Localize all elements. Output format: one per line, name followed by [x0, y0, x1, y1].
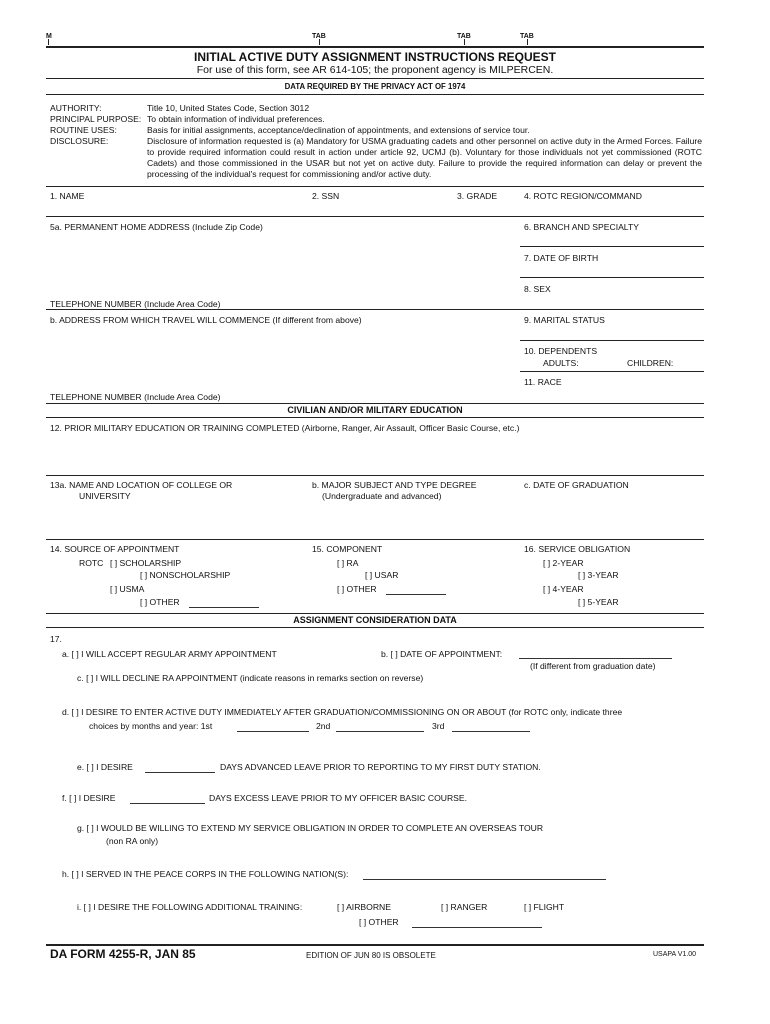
telephone-field-2[interactable]: TELEPHONE NUMBER (Include Area Code)	[50, 392, 221, 402]
rule	[46, 539, 704, 540]
m-mark: M	[46, 33, 52, 40]
rule	[46, 475, 704, 476]
version-label: USAPA V1.00	[653, 951, 697, 958]
rotc-label: ROTC	[79, 558, 104, 568]
top-rule	[46, 46, 704, 48]
item-17-label: 17.	[50, 634, 62, 644]
travel-address-field[interactable]: b. ADDRESS FROM WHICH TRAVEL WILL COMMENCE (If different from above)	[50, 315, 362, 325]
other-training-checkbox[interactable]: [ ] OTHER	[359, 917, 399, 927]
obligation-label: 16. SERVICE OBLIGATION	[524, 544, 631, 554]
college-label-2: UNIVERSITY	[79, 491, 131, 501]
nonscholarship-checkbox[interactable]: [ ] NONSCHOLARSHIP	[140, 570, 231, 580]
component-label: 15. COMPONENT	[312, 544, 383, 554]
children-label: CHILDREN:	[627, 358, 674, 368]
choice-3-blank[interactable]	[452, 731, 530, 732]
usma-checkbox[interactable]: [ ] USMA	[110, 584, 145, 594]
home-address-field[interactable]: 5a. PERMANENT HOME ADDRESS (Include Zip Code)	[50, 222, 263, 232]
excess-leave-text: DAYS EXCESS LEAVE PRIOR TO MY OFFICER BASIC COURSE.	[209, 793, 468, 803]
other-source-checkbox[interactable]: [ ] OTHER	[140, 597, 180, 607]
major-label[interactable]: b. MAJOR SUBJECT AND TYPE DEGREE	[312, 480, 477, 490]
marital-field[interactable]: 9. MARITAL STATUS	[524, 315, 605, 325]
flight-checkbox[interactable]: [ ] FLIGHT	[524, 902, 565, 912]
m-tick	[48, 39, 49, 45]
choice-3-label: 3rd	[432, 721, 445, 731]
usar-checkbox[interactable]: [ ] USAR	[365, 570, 399, 580]
rotc-region-field[interactable]: 4. ROTC REGION/COMMAND	[524, 191, 642, 201]
accept-ra-checkbox[interactable]: a. [ ] I WILL ACCEPT REGULAR ARMY APPOINTMENT	[62, 649, 277, 659]
ssn-field[interactable]: 2. SSN	[312, 191, 340, 201]
advanced-leave-text: DAYS ADVANCED LEAVE PRIOR TO REPORTING TO MY FIRST DUTY STATION.	[220, 762, 541, 772]
education-heading: CIVILIAN AND/OR MILITARY EDUCATION	[287, 405, 463, 415]
rule	[520, 371, 704, 372]
other-component-blank[interactable]	[386, 594, 446, 595]
advanced-leave-blank[interactable]	[145, 772, 215, 773]
adults-label: ADULTS:	[543, 358, 579, 368]
form-number: DA FORM 4255-R, JAN 85	[50, 947, 196, 961]
purpose-text: To obtain information of individual preferences.	[147, 114, 325, 124]
other-training-blank[interactable]	[412, 927, 542, 928]
tab-tick-1	[319, 39, 320, 45]
tab-mark-2: TAB	[457, 33, 471, 40]
rule	[46, 613, 704, 614]
rule	[46, 417, 704, 418]
tab-mark-3: TAB	[520, 33, 534, 40]
source-label: 14. SOURCE OF APPOINTMENT	[50, 544, 180, 554]
rule	[46, 186, 704, 187]
tab-tick-3	[527, 39, 528, 45]
tab-mark-1: TAB	[312, 33, 326, 40]
graduation-label[interactable]: c. DATE OF GRADUATION	[524, 480, 629, 490]
peace-corps-checkbox[interactable]: h. [ ] I SERVED IN THE PEACE CORPS IN THE FOLLOWING NATION(S):	[62, 869, 349, 879]
airborne-checkbox[interactable]: [ ] AIRBORNE	[337, 902, 391, 912]
tab-tick-2	[464, 39, 465, 45]
two-year-checkbox[interactable]: [ ] 2-YEAR	[543, 558, 584, 568]
sex-field[interactable]: 8. SEX	[524, 284, 551, 294]
other-component-checkbox[interactable]: [ ] OTHER	[337, 584, 377, 594]
decline-ra-checkbox[interactable]: c. [ ] I WILL DECLINE RA APPOINTMENT (indicate reasons in remarks section on reverse)	[77, 673, 424, 683]
choice-1-blank[interactable]	[237, 731, 309, 732]
authority-text: Title 10, United States Code, Section 3012	[147, 103, 310, 113]
form-subtitle: For use of this form, see AR 614-105; the proponent agency is MILPERCEN.	[196, 64, 554, 76]
telephone-field-1[interactable]: TELEPHONE NUMBER (Include Area Code)	[50, 299, 221, 309]
appointment-date-blank[interactable]	[519, 658, 672, 659]
rule	[46, 216, 704, 217]
ra-checkbox[interactable]: [ ] RA	[337, 558, 359, 568]
purpose-label: PRINCIPAL PURPOSE:	[50, 114, 142, 124]
rule	[520, 340, 704, 341]
privacy-heading: DATA REQUIRED BY THE PRIVACY ACT OF 1974	[284, 82, 466, 91]
dob-field[interactable]: 7. DATE OF BIRTH	[524, 253, 599, 263]
excess-leave-blank[interactable]	[130, 803, 205, 804]
disclosure-label: DISCLOSURE:	[50, 136, 109, 146]
choice-1-label: choices by months and year: 1st	[89, 721, 213, 731]
appointment-date-checkbox[interactable]: b. [ ] DATE OF APPOINTMENT:	[381, 649, 503, 659]
authority-label: AUTHORITY:	[50, 103, 102, 113]
choice-2-blank[interactable]	[336, 731, 424, 732]
scholarship-checkbox[interactable]: [ ] SCHOLARSHIP	[110, 558, 182, 568]
bottom-rule	[46, 944, 704, 946]
college-label[interactable]: 13a. NAME AND LOCATION OF COLLEGE OR	[50, 480, 233, 490]
major-note: (Undergraduate and advanced)	[322, 491, 442, 501]
rule	[46, 78, 704, 79]
routine-text: Basis for initial assignments, acceptance/declination of appointments, and extensions of service tour.	[147, 125, 530, 135]
rule	[46, 94, 704, 95]
extend-obligation-note: (non RA only)	[106, 836, 159, 846]
race-field[interactable]: 11. RACE	[524, 377, 562, 387]
name-field[interactable]: 1. NAME	[50, 191, 85, 201]
assignment-heading: ASSIGNMENT CONSIDERATION DATA	[293, 615, 457, 625]
other-source-blank[interactable]	[189, 607, 259, 608]
five-year-checkbox[interactable]: [ ] 5-YEAR	[578, 597, 619, 607]
rule	[520, 277, 704, 278]
rule	[520, 246, 704, 247]
routine-label: ROUTINE USES:	[50, 125, 117, 135]
rule	[46, 627, 704, 628]
ranger-checkbox[interactable]: [ ] RANGER	[441, 902, 488, 912]
dependents-field[interactable]: 10. DEPENDENTS	[524, 346, 598, 356]
four-year-checkbox[interactable]: [ ] 4-YEAR	[543, 584, 584, 594]
excess-leave-checkbox[interactable]: f. [ ] I DESIRE	[62, 793, 116, 803]
disclosure-text: Disclosure of information requested is (a) Mandatory for USMA graduating cadets and other personnel on active duty in the Armed Forces. Failure to provide required information could result in action under article 92, UCMJ (b). Voluntary for those individuals not yet commissioned (ROTC Cadets) and those commissioned in the USAR but not yet on active duty. Failure to provide the required information can delay or prevent the processing of the individual's request for commissioning and/or active duty.	[147, 136, 702, 179]
edition-note: EDITION OF JUN 80 IS OBSOLETE	[306, 951, 436, 960]
additional-training-checkbox[interactable]: i. [ ] I DESIRE THE FOLLOWING ADDITIONAL TRAINING:	[77, 902, 303, 912]
extend-obligation-checkbox[interactable]: g. [ ] I WOULD BE WILLING TO EXTEND MY SERVICE OBLIGATION IN ORDER TO COMPLETE AN OVERSEAS TOUR	[77, 823, 544, 833]
appointment-date-note: (If different from graduation date)	[530, 661, 656, 671]
form-title: INITIAL ACTIVE DUTY ASSIGNMENT INSTRUCTIONS REQUEST	[193, 50, 557, 64]
rule	[46, 403, 704, 404]
advanced-leave-checkbox[interactable]: e. [ ] I DESIRE	[77, 762, 133, 772]
prior-education-field[interactable]: 12. PRIOR MILITARY EDUCATION OR TRAINING COMPLETED (Airborne, Ranger, Air Assault, Officer Basic Course, etc.)	[50, 423, 520, 433]
choice-2-label: 2nd	[316, 721, 331, 731]
grade-field[interactable]: 3. GRADE	[457, 191, 498, 201]
three-year-checkbox[interactable]: [ ] 3-YEAR	[578, 570, 619, 580]
active-duty-checkbox[interactable]: d. [ ] I DESIRE TO ENTER ACTIVE DUTY IMMEDIATELY AFTER GRADUATION/COMMISSIONING ON OR ABOUT (for ROTC only, indicate three	[62, 707, 623, 717]
rule	[46, 309, 704, 310]
peace-corps-blank[interactable]	[363, 879, 606, 880]
branch-field[interactable]: 6. BRANCH AND SPECIALTY	[524, 222, 639, 232]
